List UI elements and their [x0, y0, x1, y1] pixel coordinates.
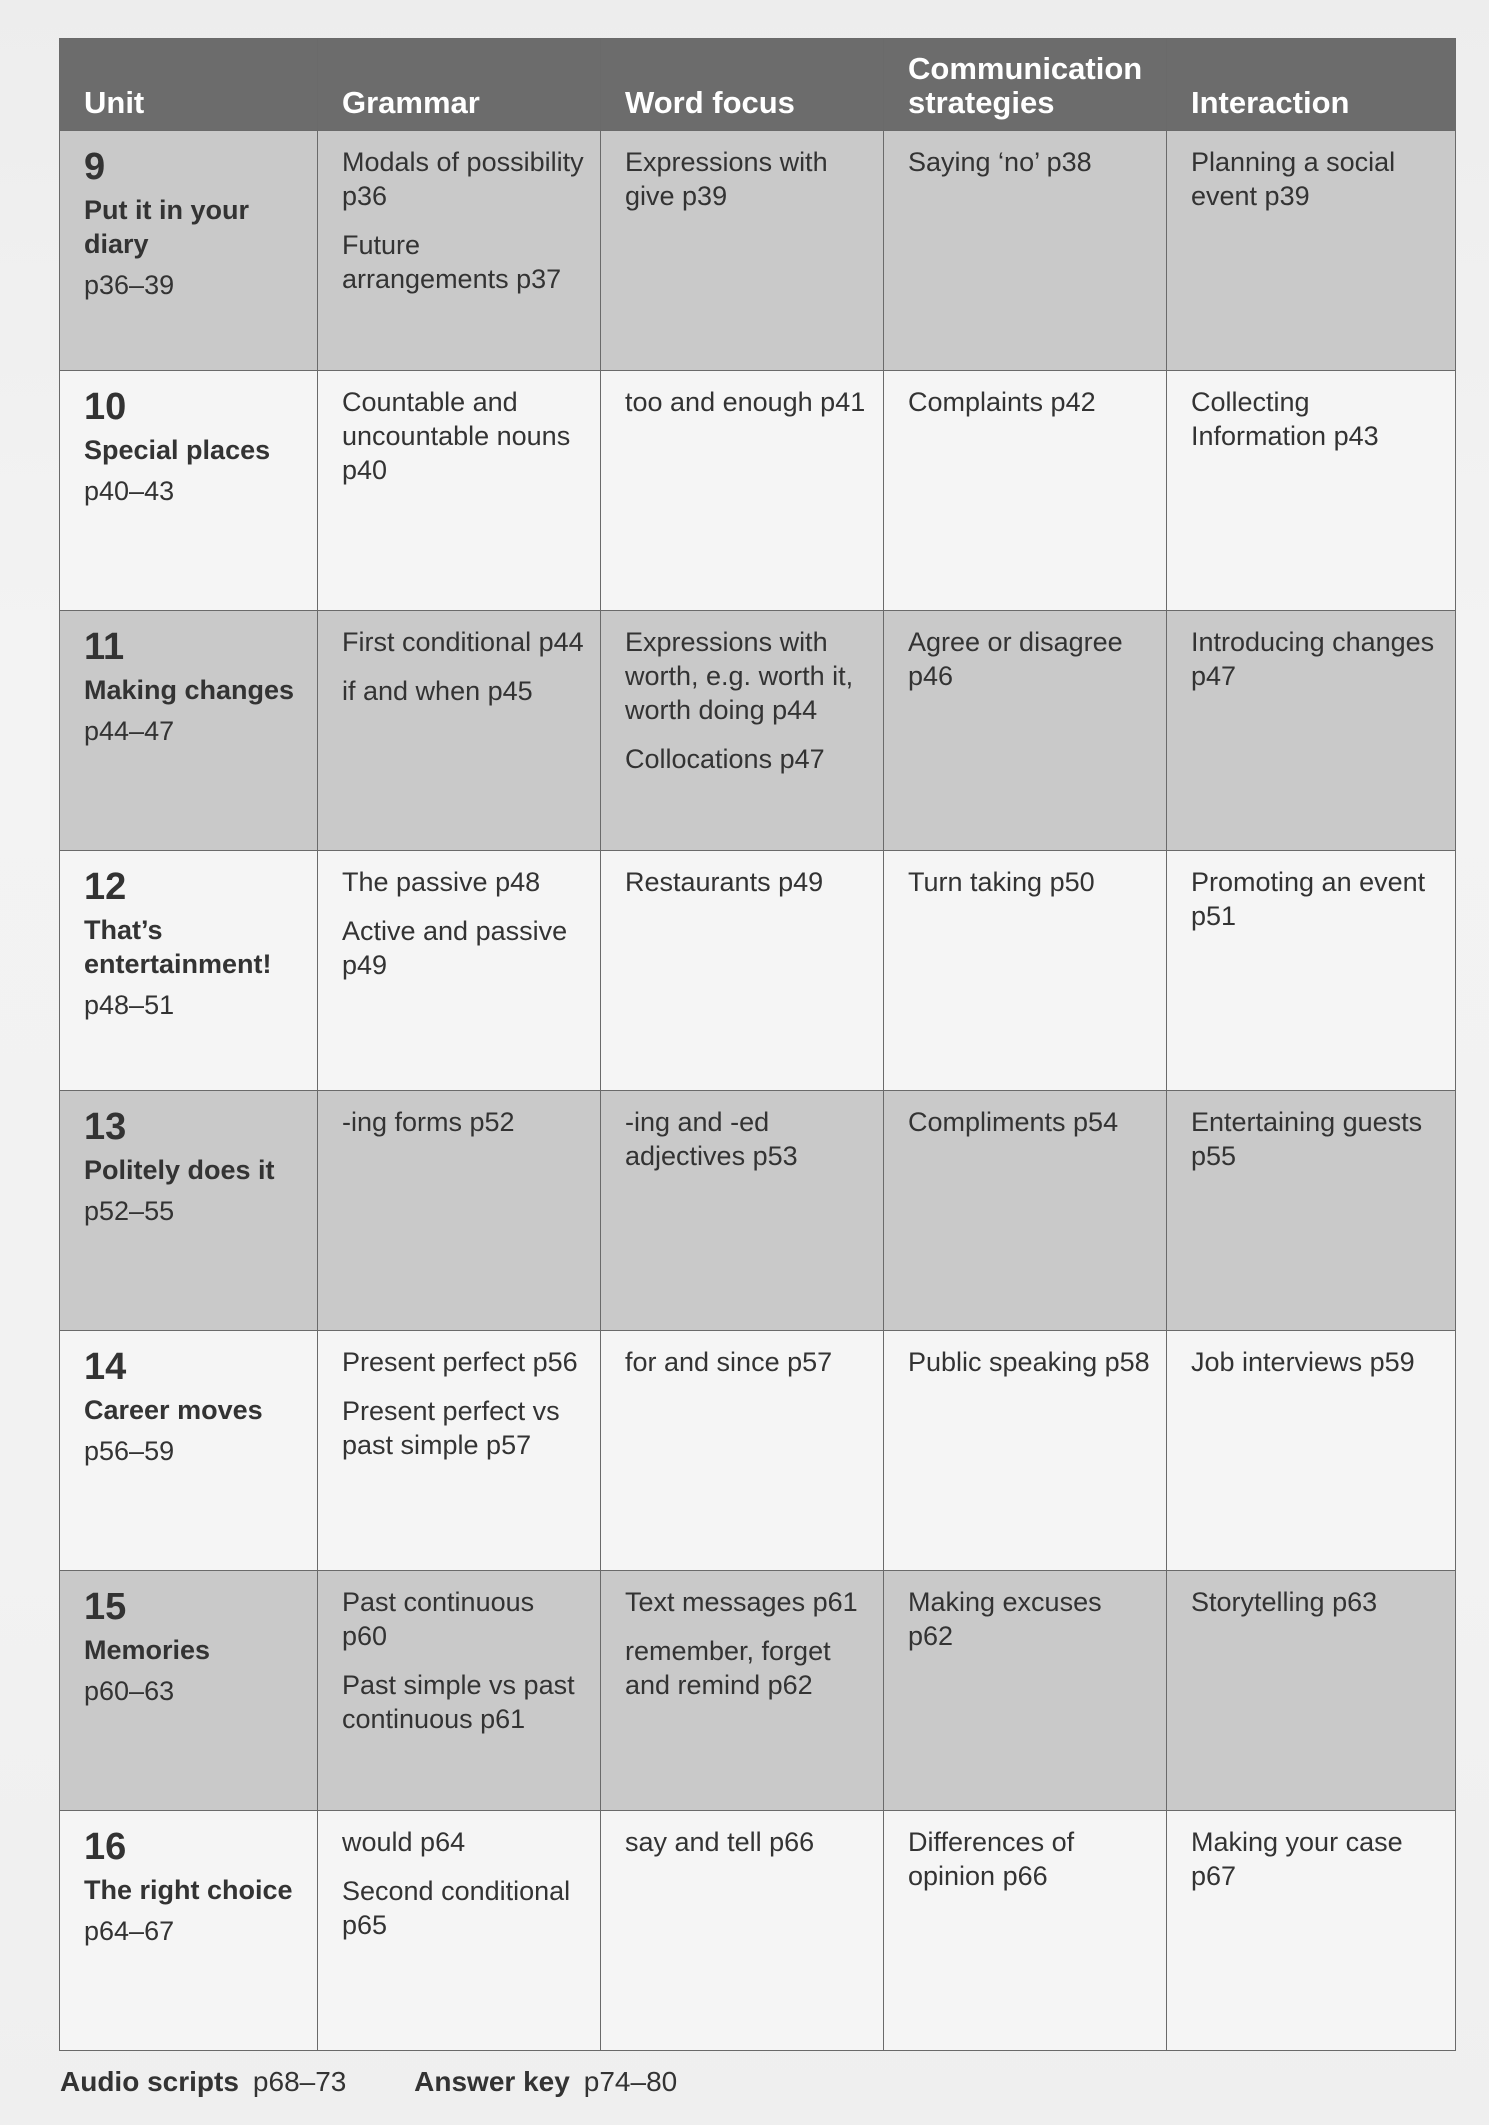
grammar-cell: [318, 1571, 601, 1811]
communication-cell: [884, 851, 1167, 1091]
header-communication-strategies: Communication strategies: [884, 39, 1167, 131]
cell-entry: -ing and -ed adjectives p53: [625, 1107, 798, 1171]
cell-entry: Saying ‘no’ p38: [908, 147, 1092, 177]
cell-entry: Future arrangements p37: [342, 230, 562, 294]
cell-entry: Modals of possibility p36: [342, 147, 584, 211]
word-focus-cell: [601, 1571, 884, 1811]
grammar-cell: [318, 131, 601, 371]
interaction-cell: [1167, 1811, 1456, 2051]
unit-number: 14: [84, 1346, 127, 1388]
cell-entry: if and when p45: [342, 676, 533, 706]
unit-number: 10: [84, 386, 127, 428]
cell-entry: remember, forget and remind p62: [625, 1636, 831, 1700]
cell-entry: Collecting Information p43: [1191, 387, 1379, 451]
word-focus-cell: [601, 1811, 884, 2051]
cell-entry: Promoting an event p51: [1191, 867, 1426, 931]
unit-number: 16: [84, 1826, 127, 1868]
cell-entry: Job interviews p59: [1191, 1347, 1415, 1377]
header-word-focus: Word focus: [601, 39, 884, 131]
cell-entry: for and since p57: [625, 1347, 833, 1377]
unit-number: 12: [84, 866, 127, 908]
cell-entry: Making excuses p62: [908, 1587, 1102, 1651]
contents-table: [59, 38, 1456, 2051]
communication-cell: [884, 1571, 1167, 1811]
cell-entry: The passive p48: [342, 867, 541, 897]
table-row: [60, 131, 1456, 371]
table-row: [60, 1571, 1456, 1811]
unit-pages: p48–51: [84, 990, 175, 1020]
word-focus-cell: [601, 371, 884, 611]
cell-entry: Present perfect p56: [342, 1347, 578, 1377]
communication-cell: [884, 371, 1167, 611]
table-row: [60, 611, 1456, 851]
unit-pages: p44–47: [84, 716, 175, 746]
table-row: [60, 1091, 1456, 1331]
table-header-row: [60, 39, 1456, 131]
cell-entry: Introducing changes p47: [1191, 627, 1435, 691]
audio-scripts-label: Audio scripts: [60, 2066, 239, 2097]
table-row: [60, 371, 1456, 611]
cell-entry: Collocations p47: [625, 744, 825, 774]
unit-cell: [60, 1811, 318, 2051]
unit-number: 15: [84, 1586, 127, 1628]
interaction-cell: [1167, 1571, 1456, 1811]
cell-entry: say and tell p66: [625, 1827, 815, 1857]
cell-entry: Planning a social event p39: [1191, 147, 1396, 211]
audio-scripts-pages: p68–73: [252, 2066, 347, 2097]
unit-cell: [60, 1571, 318, 1811]
cell-entry: Expressions with worth, e.g. worth it, worth doing p44: [625, 627, 854, 725]
grammar-cell: [318, 1091, 601, 1331]
cell-entry: Restaurants p49: [625, 867, 824, 897]
unit-title: The right choice: [84, 1875, 293, 1905]
answer-key-reference: [414, 2066, 677, 2098]
unit-cell: [60, 611, 318, 851]
word-focus-cell: [601, 1331, 884, 1571]
table-row: [60, 1811, 1456, 2051]
cell-entry: Present perfect vs past simple p57: [342, 1396, 560, 1460]
cell-entry: Text messages p61: [625, 1587, 858, 1617]
header-grammar: Grammar: [318, 39, 601, 131]
cell-entry: Storytelling p63: [1191, 1587, 1378, 1617]
cell-entry: -ing forms p52: [342, 1107, 515, 1137]
interaction-cell: [1167, 1331, 1456, 1571]
cell-entry: Differences of opinion p66: [908, 1827, 1075, 1891]
communication-cell: [884, 611, 1167, 851]
unit-title: Special places: [84, 435, 271, 465]
header-unit: Unit: [60, 39, 318, 131]
communication-cell: [884, 1331, 1167, 1571]
unit-number: 9: [84, 146, 106, 188]
communication-cell: [884, 131, 1167, 371]
interaction-cell: [1167, 1091, 1456, 1331]
unit-cell: [60, 1091, 318, 1331]
unit-cell: [60, 1331, 318, 1571]
cell-entry: Countable and uncountable nouns p40: [342, 387, 571, 485]
answer-key-label: Answer key: [414, 2066, 570, 2097]
cell-entry: Second conditional p65: [342, 1876, 571, 1940]
word-focus-cell: [601, 1091, 884, 1331]
unit-pages: p36–39: [84, 270, 175, 300]
unit-title: Career moves: [84, 1395, 263, 1425]
grammar-cell: [318, 1331, 601, 1571]
cell-entry: Past continuous p60: [342, 1587, 535, 1651]
interaction-cell: [1167, 851, 1456, 1091]
communication-cell: [884, 1091, 1167, 1331]
cell-entry: would p64: [342, 1827, 466, 1857]
interaction-cell: [1167, 131, 1456, 371]
cell-entry: Active and passive p49: [342, 916, 568, 980]
header-interaction: Interaction: [1167, 39, 1456, 131]
audio-scripts-reference: [60, 2066, 346, 2098]
cell-entry: Expressions with give p39: [625, 147, 828, 211]
unit-pages: p60–63: [84, 1676, 175, 1706]
unit-title: Politely does it: [84, 1155, 275, 1185]
unit-cell: [60, 851, 318, 1091]
table-body: [60, 131, 1456, 2051]
word-focus-cell: [601, 131, 884, 371]
unit-pages: p52–55: [84, 1196, 175, 1226]
table-row: [60, 1331, 1456, 1571]
unit-cell: [60, 131, 318, 371]
unit-title: That’s entertainment!: [84, 915, 272, 979]
unit-title: Put it in your diary: [84, 195, 249, 259]
unit-number: 13: [84, 1106, 127, 1148]
communication-cell: [884, 1811, 1167, 2051]
interaction-cell: [1167, 371, 1456, 611]
cell-entry: Entertaining guests p55: [1191, 1107, 1423, 1171]
cell-entry: Compliments p54: [908, 1107, 1119, 1137]
grammar-cell: [318, 371, 601, 611]
grammar-cell: [318, 851, 601, 1091]
cell-entry: too and enough p41: [625, 387, 866, 417]
cell-entry: Making your case p67: [1191, 1827, 1403, 1891]
cell-entry: Complaints p42: [908, 387, 1096, 417]
word-focus-cell: [601, 611, 884, 851]
unit-title: Memories: [84, 1635, 211, 1665]
footer: [60, 2066, 737, 2098]
cell-entry: Public speaking p58: [908, 1347, 1150, 1377]
interaction-cell: [1167, 611, 1456, 851]
unit-cell: [60, 371, 318, 611]
word-focus-cell: [601, 851, 884, 1091]
unit-pages: p40–43: [84, 476, 175, 506]
grammar-cell: [318, 1811, 601, 2051]
cell-entry: Agree or disagree p46: [908, 627, 1123, 691]
grammar-cell: [318, 611, 601, 851]
answer-key-pages: p74–80: [583, 2066, 678, 2097]
unit-number: 11: [84, 626, 125, 668]
unit-pages: p64–67: [84, 1916, 175, 1946]
cell-entry: Turn taking p50: [908, 867, 1095, 897]
table-row: [60, 851, 1456, 1091]
unit-title: Making changes: [84, 675, 295, 705]
cell-entry: First conditional p44: [342, 627, 584, 657]
unit-pages: p56–59: [84, 1436, 175, 1466]
cell-entry: Past simple vs past continuous p61: [342, 1670, 575, 1734]
